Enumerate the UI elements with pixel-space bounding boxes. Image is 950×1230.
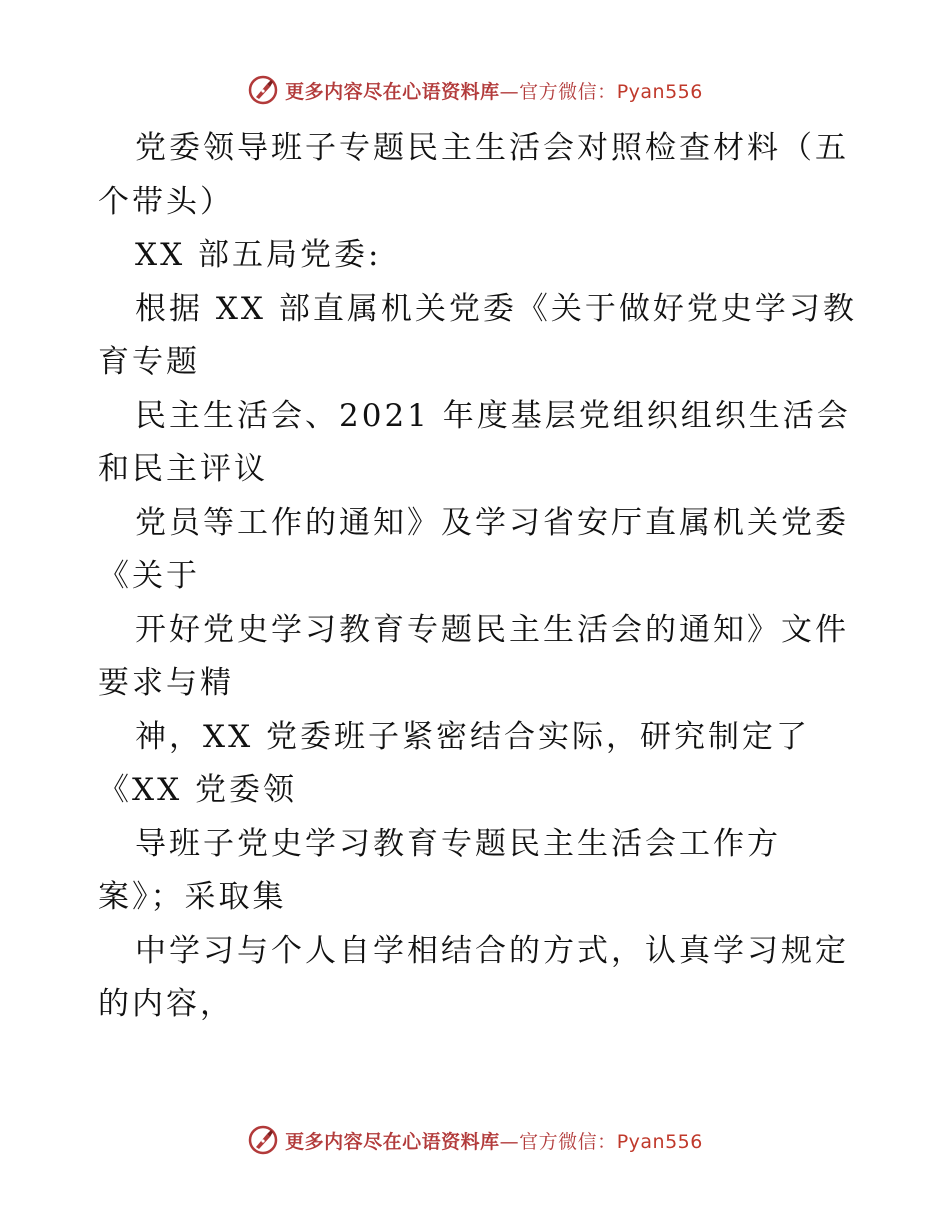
text-line: 的内容， (98, 986, 234, 1022)
watermark-header (0, 70, 950, 110)
document-body (98, 122, 858, 1032)
watermark-separator: — (499, 80, 520, 103)
text-line: 党员等工作的通知》及学习省安厅直属机关党委 (135, 504, 849, 541)
watermark-wechat-label: 官方微信： (519, 80, 617, 103)
pen-nib-logo-icon (247, 74, 279, 106)
pen-nib-logo-icon (247, 1124, 279, 1156)
text-line: 《XX 党委领 (98, 772, 297, 808)
watermark-text (285, 77, 703, 104)
watermark-main: 更多内容尽在心语资料库 (285, 1130, 500, 1153)
watermark-wechat-id: Pyan556 (616, 1130, 703, 1153)
watermark-wechat-label: 官方微信： (519, 1130, 617, 1153)
text-line: 和民主评议 (98, 451, 268, 487)
text-line: XX 部五局党委: (135, 237, 382, 273)
text-line: 党委领导班子专题民主生活会对照检查材料（五 (135, 130, 849, 166)
text-line: 导班子党史学习教育专题民主生活会工作方 (135, 825, 781, 862)
watermark-separator: — (499, 1130, 520, 1153)
text-line: 中学习与个人自学相结合的方式，认真学习规定 (135, 932, 849, 969)
text-line: 根据 XX 部直属机关党委《关于做好党史学习教 (135, 290, 857, 327)
watermark-footer (0, 1120, 950, 1160)
watermark-wechat-id: Pyan556 (616, 80, 703, 103)
text-line: 案》；采取集 (98, 879, 287, 915)
text-line: 民主生活会、2021 年度基层党组织组织生活会 (135, 397, 851, 434)
text-line: 育专题 (98, 344, 200, 380)
text-line: 要求与精 (98, 665, 234, 701)
text-line: 《关于 (98, 558, 200, 594)
watermark-text (285, 1127, 703, 1154)
text-line: 开好党史学习教育专题民主生活会的通知》文件 (135, 611, 849, 648)
watermark-main: 更多内容尽在心语资料库 (285, 80, 500, 103)
text-line: 神，XX 党委班子紧密结合实际，研究制定了 (135, 718, 810, 755)
text-line: 个带头） (98, 183, 234, 220)
